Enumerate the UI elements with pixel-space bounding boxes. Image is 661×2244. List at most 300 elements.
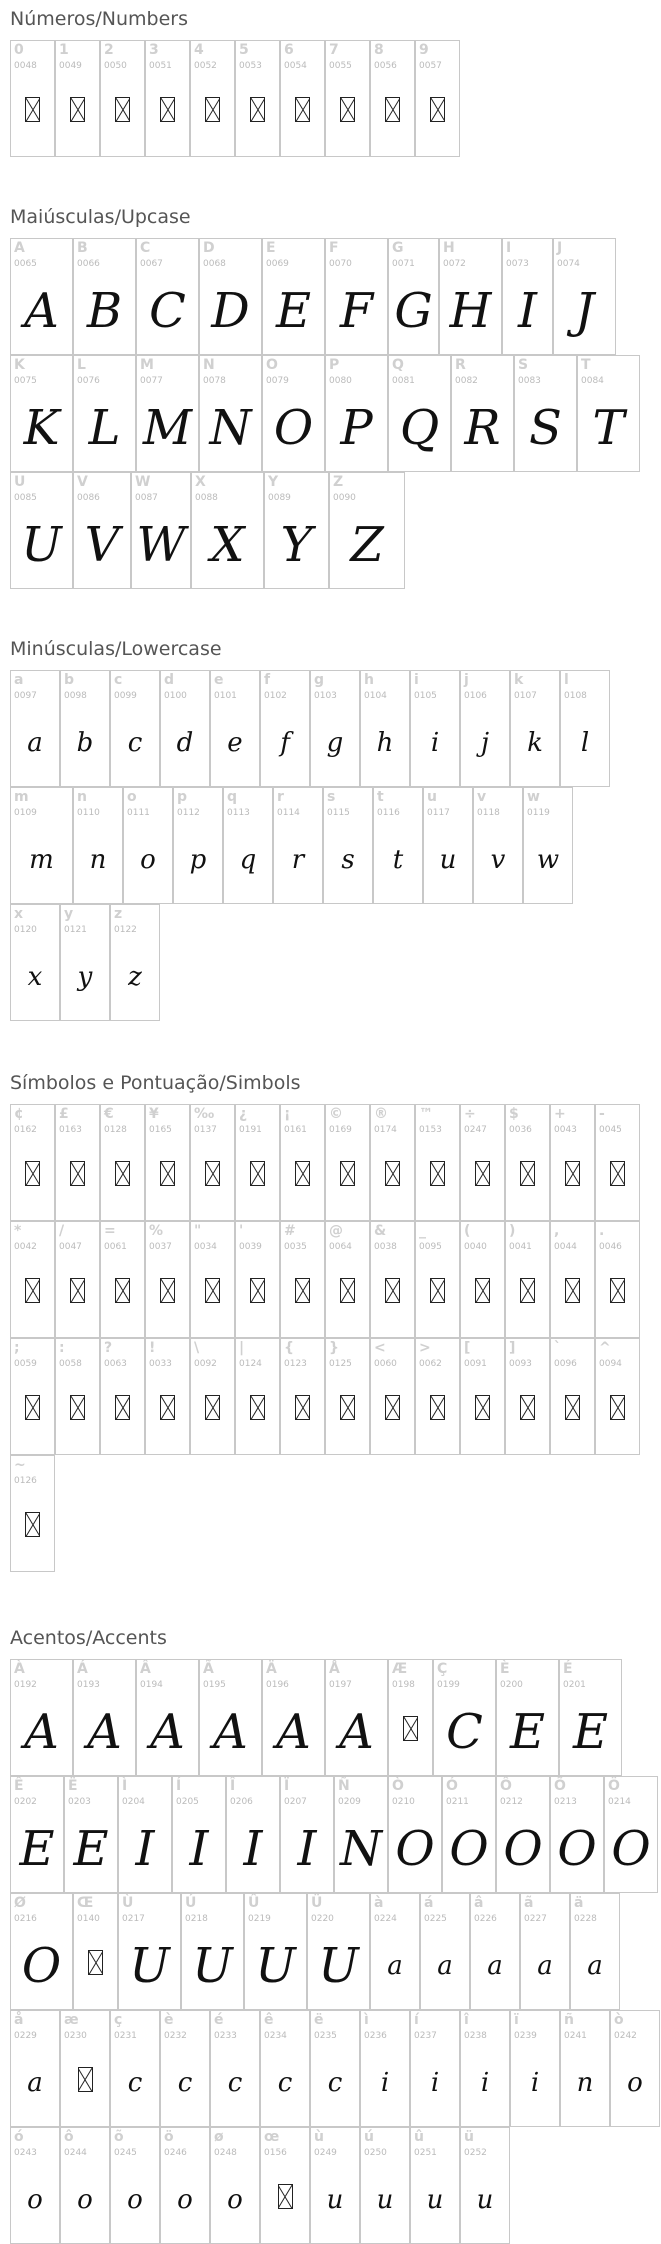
glyph-sample: l: [580, 728, 590, 758]
glyph-sample: S: [529, 400, 562, 456]
glyph-cell: [123, 787, 173, 904]
glyph-character-label: Ù: [122, 1895, 134, 1911]
glyph-character-label: ö: [164, 2129, 174, 2145]
glyph-character-label: \: [194, 1340, 200, 1356]
glyph-code-label: 0226: [474, 1914, 497, 1924]
glyph-sample: U: [318, 1938, 359, 1994]
glyph-cell: [190, 1104, 235, 1221]
glyph-code-label: 0107: [514, 691, 537, 701]
glyph-cell: [325, 1338, 370, 1455]
missing-glyph-box: [160, 97, 175, 122]
glyph-character-label: w: [527, 789, 540, 805]
glyph-character-label: ": [194, 1223, 202, 1239]
glyph-cell: [260, 2010, 310, 2127]
glyph-code-label: 0105: [414, 691, 437, 701]
glyph-sample: I: [297, 1821, 317, 1877]
glyph-character-label: l: [564, 672, 569, 688]
glyph-code-label: 0087: [135, 493, 158, 503]
glyph-character-label: ÷: [464, 1106, 476, 1122]
glyph-character-label: p: [177, 789, 188, 805]
missing-glyph-box: [565, 1161, 580, 1186]
glyph-cell: [73, 355, 136, 472]
glyph-cell: [510, 670, 560, 787]
glyph-character-label: Å: [329, 1661, 340, 1677]
glyph-character-label: &: [374, 1223, 387, 1239]
glyph-code-label: 0055: [329, 61, 352, 71]
missing-glyph-box: [250, 1278, 265, 1303]
glyph-code-label: 0119: [527, 808, 550, 818]
glyph-sample: u: [426, 2185, 444, 2215]
glyph-sample: O: [503, 1821, 543, 1877]
glyph-character-label: ^: [599, 1340, 611, 1356]
glyph-character-label: 7: [329, 42, 339, 58]
glyph-code-label: 0083: [518, 376, 541, 386]
glyph-sample: b: [76, 728, 94, 758]
missing-glyph-icon: [101, 97, 144, 122]
glyph-cell: [73, 238, 136, 355]
glyph-code-label: 0041: [509, 1242, 532, 1252]
glyph-character-label: G: [392, 240, 404, 256]
glyph-code-label: 0239: [514, 2031, 537, 2041]
glyph-sample: E: [572, 1704, 609, 1760]
glyph-code-label: 0193: [77, 1680, 100, 1690]
missing-glyph-icon: [506, 1161, 549, 1186]
missing-glyph-box: [25, 1161, 40, 1186]
glyph-code-label: 0082: [455, 376, 478, 386]
missing-glyph-icon: [596, 1161, 639, 1186]
glyph-cell: [100, 40, 145, 157]
glyph-character-label: Ä: [266, 1661, 277, 1677]
missing-glyph-icon: [596, 1395, 639, 1420]
glyph-cell: [118, 1776, 172, 1893]
glyph-character-label: ú: [364, 2129, 374, 2145]
glyph-cell: [264, 472, 329, 589]
glyph-code-label: 0113: [227, 808, 250, 818]
glyph-character-label: ù: [314, 2129, 324, 2145]
glyph-code-label: 0097: [14, 691, 37, 701]
glyph-character-label: Ü: [311, 1895, 323, 1911]
glyph-character-label: /: [59, 1223, 65, 1239]
glyph-sample: a: [487, 1951, 503, 1981]
missing-glyph-box: [610, 1161, 625, 1186]
missing-glyph-icon: [416, 97, 459, 122]
glyph-cell: [550, 1338, 595, 1455]
glyph-cell: [553, 238, 616, 355]
glyph-code-label: 0117: [427, 808, 450, 818]
glyph-character-label: @: [329, 1223, 343, 1239]
glyph-code-label: 0065: [14, 259, 37, 269]
glyph-code-label: 0057: [419, 61, 442, 71]
missing-glyph-box: [205, 97, 220, 122]
glyph-sample: r: [291, 845, 305, 875]
glyph-sample: N: [209, 400, 252, 456]
glyph-cell: [334, 1776, 388, 1893]
glyph-cell: [473, 787, 523, 904]
glyph-sample: q: [239, 845, 257, 875]
glyph-sample: E: [73, 1821, 109, 1877]
missing-glyph-box: [250, 97, 265, 122]
glyph-code-label: 0043: [554, 1125, 577, 1135]
glyph-cell: [280, 1776, 334, 1893]
glyph-cell: [577, 355, 640, 472]
glyph-character-label: È: [500, 1661, 510, 1677]
glyph-code-label: 0246: [164, 2148, 187, 2158]
glyph-code-label: 0095: [419, 1242, 442, 1252]
glyph-character-label: á: [424, 1895, 434, 1911]
glyph-cell: [280, 1221, 325, 1338]
glyph-character-label: 9: [419, 42, 429, 58]
glyph-character-label: æ: [64, 2012, 79, 2028]
glyph-character-label: m: [14, 789, 29, 805]
glyph-code-label: 0247: [464, 1125, 487, 1135]
glyph-character-label: ¡: [284, 1106, 291, 1122]
glyph-character-label: €: [104, 1106, 114, 1122]
glyph-code-label: 0040: [464, 1242, 487, 1252]
glyph-code-label: 0195: [203, 1680, 226, 1690]
glyph-sample: U: [21, 517, 62, 573]
glyph-character-label: ¿: [239, 1106, 248, 1122]
glyph-cell: [100, 1104, 145, 1221]
missing-glyph-icon: [389, 1716, 432, 1741]
glyph-sample: A: [339, 1704, 374, 1760]
glyph-character-label: ü: [464, 2129, 474, 2145]
glyph-code-label: 0067: [140, 259, 163, 269]
missing-glyph-icon: [74, 1950, 117, 1975]
glyph-code-label: 0106: [464, 691, 487, 701]
glyph-code-label: 0165: [149, 1125, 172, 1135]
glyph-character-label: O: [266, 357, 278, 373]
glyph-cell: [262, 355, 325, 472]
glyph-character-label: +: [554, 1106, 566, 1122]
glyph-character-label: ): [509, 1223, 516, 1239]
glyph-cell: [310, 2127, 360, 2244]
missing-glyph-icon: [551, 1161, 594, 1186]
missing-glyph-box: [403, 1716, 418, 1741]
glyph-cell: [210, 670, 260, 787]
glyph-code-label: 0244: [64, 2148, 87, 2158]
glyph-cell: [505, 1338, 550, 1455]
glyph-code-label: 0232: [164, 2031, 187, 2041]
glyph-code-label: 0205: [176, 1797, 199, 1807]
missing-glyph-box: [475, 1395, 490, 1420]
glyph-sample: k: [527, 728, 543, 758]
missing-glyph-box: [295, 1278, 310, 1303]
glyph-code-label: 0207: [284, 1797, 307, 1807]
glyph-code-label: 0092: [194, 1359, 217, 1369]
glyph-sample: a: [537, 1951, 553, 1981]
glyph-cell: [595, 1338, 640, 1455]
glyph-sample: o: [227, 2185, 243, 2215]
missing-glyph-box: [340, 1161, 355, 1186]
glyph-code-label: 0062: [419, 1359, 442, 1369]
glyph-character-label: #: [284, 1223, 296, 1239]
glyph-cell: [10, 40, 55, 157]
glyph-character-label: £: [59, 1106, 69, 1122]
glyph-sample: n: [89, 845, 107, 875]
missing-glyph-icon: [326, 1278, 369, 1303]
glyph-sample: E: [509, 1704, 546, 1760]
glyph-cell: [131, 472, 191, 589]
glyph-code-label: 0108: [564, 691, 587, 701]
glyph-character-label: 1: [59, 42, 69, 58]
missing-glyph-box: [205, 1395, 220, 1420]
missing-glyph-box: [475, 1161, 490, 1186]
glyph-character-label: œ: [264, 2129, 280, 2145]
glyph-cell: [325, 355, 388, 472]
glyph-character-label: v: [477, 789, 487, 805]
glyph-code-label: 0071: [392, 259, 415, 269]
glyph-cell: [360, 2010, 410, 2127]
missing-glyph-icon: [371, 1278, 414, 1303]
missing-glyph-icon: [461, 1278, 504, 1303]
glyph-code-label: 0045: [599, 1125, 622, 1135]
glyph-sample: T: [592, 400, 625, 456]
glyph-sample: c: [227, 2068, 243, 2098]
glyph-cell: [64, 1776, 118, 1893]
glyph-sample: H: [449, 283, 492, 339]
glyph-character-label: ó: [14, 2129, 24, 2145]
glyph-code-label: 0124: [239, 1359, 262, 1369]
missing-glyph-icon: [261, 2184, 309, 2209]
glyph-code-label: 0059: [14, 1359, 37, 1369]
missing-glyph-box: [115, 1161, 130, 1186]
glyph-code-label: 0227: [524, 1914, 547, 1924]
glyph-character-label: h: [364, 672, 374, 688]
glyph-character-label: V: [77, 474, 88, 490]
glyph-character-label: ì: [364, 2012, 369, 2028]
glyph-sample: v: [490, 845, 506, 875]
glyph-code-label: 0066: [77, 259, 100, 269]
glyph-cell: [360, 670, 410, 787]
missing-glyph-icon: [506, 1278, 549, 1303]
glyph-character-label: x: [14, 906, 24, 922]
glyph-sample: I: [518, 283, 537, 339]
glyph-cell: [73, 787, 123, 904]
glyph-cell: [496, 1776, 550, 1893]
section-title: Números/Numbers: [10, 8, 188, 30]
glyph-code-label: 0137: [194, 1125, 217, 1135]
glyph-cell: [145, 40, 190, 157]
glyph-character-label: í: [414, 2012, 419, 2028]
glyph-sample: i: [480, 2068, 490, 2098]
glyph-character-label: ;: [14, 1340, 20, 1356]
glyph-cell: [310, 2010, 360, 2127]
missing-glyph-icon: [416, 1278, 459, 1303]
glyph-character-label: n: [77, 789, 87, 805]
glyph-code-label: 0212: [500, 1797, 523, 1807]
glyph-cell: [55, 1221, 100, 1338]
glyph-code-label: 0080: [329, 376, 352, 386]
glyph-cell: [136, 238, 199, 355]
glyph-cell: [191, 472, 264, 589]
missing-glyph-box: [70, 97, 85, 122]
missing-glyph-icon: [326, 97, 369, 122]
glyph-code-label: 0061: [104, 1242, 127, 1252]
glyph-sample: u: [476, 2185, 494, 2215]
glyph-code-label: 0252: [464, 2148, 487, 2158]
glyph-sample: j: [480, 728, 490, 758]
missing-glyph-box: [340, 1278, 355, 1303]
glyph-character-label: ò: [614, 2012, 624, 2028]
glyph-cell: [118, 1893, 181, 2010]
missing-glyph-icon: [11, 97, 54, 122]
missing-glyph-box: [295, 1161, 310, 1186]
glyph-sample: c: [127, 2068, 143, 2098]
glyph-character-label: ê: [264, 2012, 274, 2028]
glyph-character-label: Æ: [392, 1661, 408, 1677]
missing-glyph-icon: [236, 1278, 279, 1303]
glyph-cell: [559, 1659, 622, 1776]
glyph-character-label: j: [464, 672, 469, 688]
glyph-cell: [523, 787, 573, 904]
missing-glyph-icon: [56, 1278, 99, 1303]
missing-glyph-icon: [461, 1395, 504, 1420]
glyph-character-label: Â: [140, 1661, 151, 1677]
glyph-character-label: F: [329, 240, 339, 256]
glyph-code-label: 0242: [614, 2031, 637, 2041]
glyph-code-label: 0156: [264, 2148, 287, 2158]
glyph-cell: [244, 1893, 307, 2010]
glyph-code-label: 0243: [14, 2148, 37, 2158]
glyph-character-label: Ö: [608, 1778, 620, 1794]
glyph-sample: J: [574, 283, 595, 339]
glyph-character-label: Ã: [203, 1661, 214, 1677]
glyph-character-label: i: [414, 672, 419, 688]
glyph-character-label: u: [427, 789, 437, 805]
glyph-code-label: 0196: [266, 1680, 289, 1690]
glyph-cell: [100, 1221, 145, 1338]
missing-glyph-box: [115, 1395, 130, 1420]
glyph-code-label: 0210: [392, 1797, 415, 1807]
glyph-sample: R: [464, 400, 501, 456]
glyph-sample: o: [127, 2185, 143, 2215]
glyph-cell: [273, 787, 323, 904]
missing-glyph-icon: [101, 1161, 144, 1186]
glyph-code-label: 0203: [68, 1797, 91, 1807]
glyph-code-label: 0102: [264, 691, 287, 701]
glyph-cell: [325, 1104, 370, 1221]
glyph-code-label: 0169: [329, 1125, 352, 1135]
glyph-character-label: ¢: [14, 1106, 24, 1122]
glyph-character-label: {: [284, 1340, 294, 1356]
glyph-code-label: 0218: [185, 1914, 208, 1924]
glyph-cell: [460, 1338, 505, 1455]
glyph-cell: [10, 472, 73, 589]
glyph-sample: E: [19, 1821, 55, 1877]
glyph-sample: n: [576, 2068, 594, 2098]
glyph-cell: [550, 1776, 604, 1893]
missing-glyph-box: [25, 1395, 40, 1420]
glyph-cell: [223, 787, 273, 904]
glyph-code-label: 0079: [266, 376, 289, 386]
section-title: Acentos/Accents: [10, 1627, 167, 1649]
glyph-cell: [510, 2010, 560, 2127]
glyph-character-label: ‰: [194, 1106, 215, 1122]
glyph-code-label: 0200: [500, 1680, 523, 1690]
glyph-code-label: 0098: [64, 691, 87, 701]
missing-glyph-box: [115, 97, 130, 122]
missing-glyph-icon: [56, 1161, 99, 1186]
glyph-sample: p: [189, 845, 207, 875]
glyph-code-label: 0161: [284, 1125, 307, 1135]
glyph-sample: A: [24, 1704, 59, 1760]
glyph-character-label: (: [464, 1223, 471, 1239]
missing-glyph-box: [430, 97, 445, 122]
glyph-sample: L: [88, 400, 121, 456]
glyph-character-label: H: [443, 240, 455, 256]
glyph-cell: [325, 1659, 388, 1776]
glyph-code-label: 0073: [506, 259, 529, 269]
glyph-cell: [415, 1338, 460, 1455]
glyph-code-label: 0192: [14, 1680, 37, 1690]
glyph-cell: [172, 1776, 226, 1893]
glyph-cell: [460, 1221, 505, 1338]
glyph-cell: [10, 1221, 55, 1338]
glyph-cell: [73, 472, 131, 589]
glyph-cell: [410, 670, 460, 787]
glyph-code-label: 0206: [230, 1797, 253, 1807]
glyph-code-label: 0104: [364, 691, 387, 701]
missing-glyph-box: [385, 1161, 400, 1186]
glyph-code-label: 0245: [114, 2148, 137, 2158]
glyph-cell: [439, 238, 502, 355]
glyph-code-label: 0046: [599, 1242, 622, 1252]
glyph-sample: C: [149, 283, 186, 339]
missing-glyph-icon: [236, 1395, 279, 1420]
glyph-code-label: 0052: [194, 61, 217, 71]
missing-glyph-box: [520, 1161, 535, 1186]
glyph-sample: A: [24, 283, 59, 339]
glyph-code-label: 0033: [149, 1359, 172, 1369]
glyph-character-label: À: [14, 1661, 25, 1677]
glyph-character-label: >: [419, 1340, 431, 1356]
glyph-code-label: 0197: [329, 1680, 352, 1690]
glyph-code-label: 0096: [554, 1359, 577, 1369]
glyph-sample: Y: [280, 517, 313, 573]
glyph-code-label: 0220: [311, 1914, 334, 1924]
missing-glyph-box: [385, 97, 400, 122]
glyph-code-label: 0085: [14, 493, 37, 503]
glyph-cell: [460, 1104, 505, 1221]
glyph-code-label: 0204: [122, 1797, 145, 1807]
glyph-sample: I: [189, 1821, 209, 1877]
glyph-cell: [423, 787, 473, 904]
glyph-code-label: 0153: [419, 1125, 442, 1135]
glyph-character-label: t: [377, 789, 384, 805]
glyph-character-label: T: [581, 357, 591, 373]
section-title: Símbolos e Pontuação/Simbols: [10, 1072, 301, 1094]
glyph-character-label: P: [329, 357, 340, 373]
glyph-cell: [262, 238, 325, 355]
glyph-code-label: 0075: [14, 376, 37, 386]
glyph-character-label: Û: [248, 1895, 260, 1911]
glyph-character-label: g: [314, 672, 325, 688]
glyph-cell: [55, 1104, 100, 1221]
glyph-code-label: 0128: [104, 1125, 127, 1135]
glyph-cell: [10, 670, 60, 787]
glyph-character-label: <: [374, 1340, 386, 1356]
glyph-cell: [10, 2010, 60, 2127]
glyph-code-label: 0063: [104, 1359, 127, 1369]
glyph-character-label: |: [239, 1340, 245, 1356]
glyph-character-label: .: [599, 1223, 605, 1239]
glyph-character-label: e: [214, 672, 224, 688]
glyph-sample: X: [210, 517, 245, 573]
glyph-character-label: b: [64, 672, 75, 688]
glyph-cell: [10, 1104, 55, 1221]
missing-glyph-icon: [146, 1395, 189, 1420]
glyph-code-label: 0224: [374, 1914, 397, 1924]
